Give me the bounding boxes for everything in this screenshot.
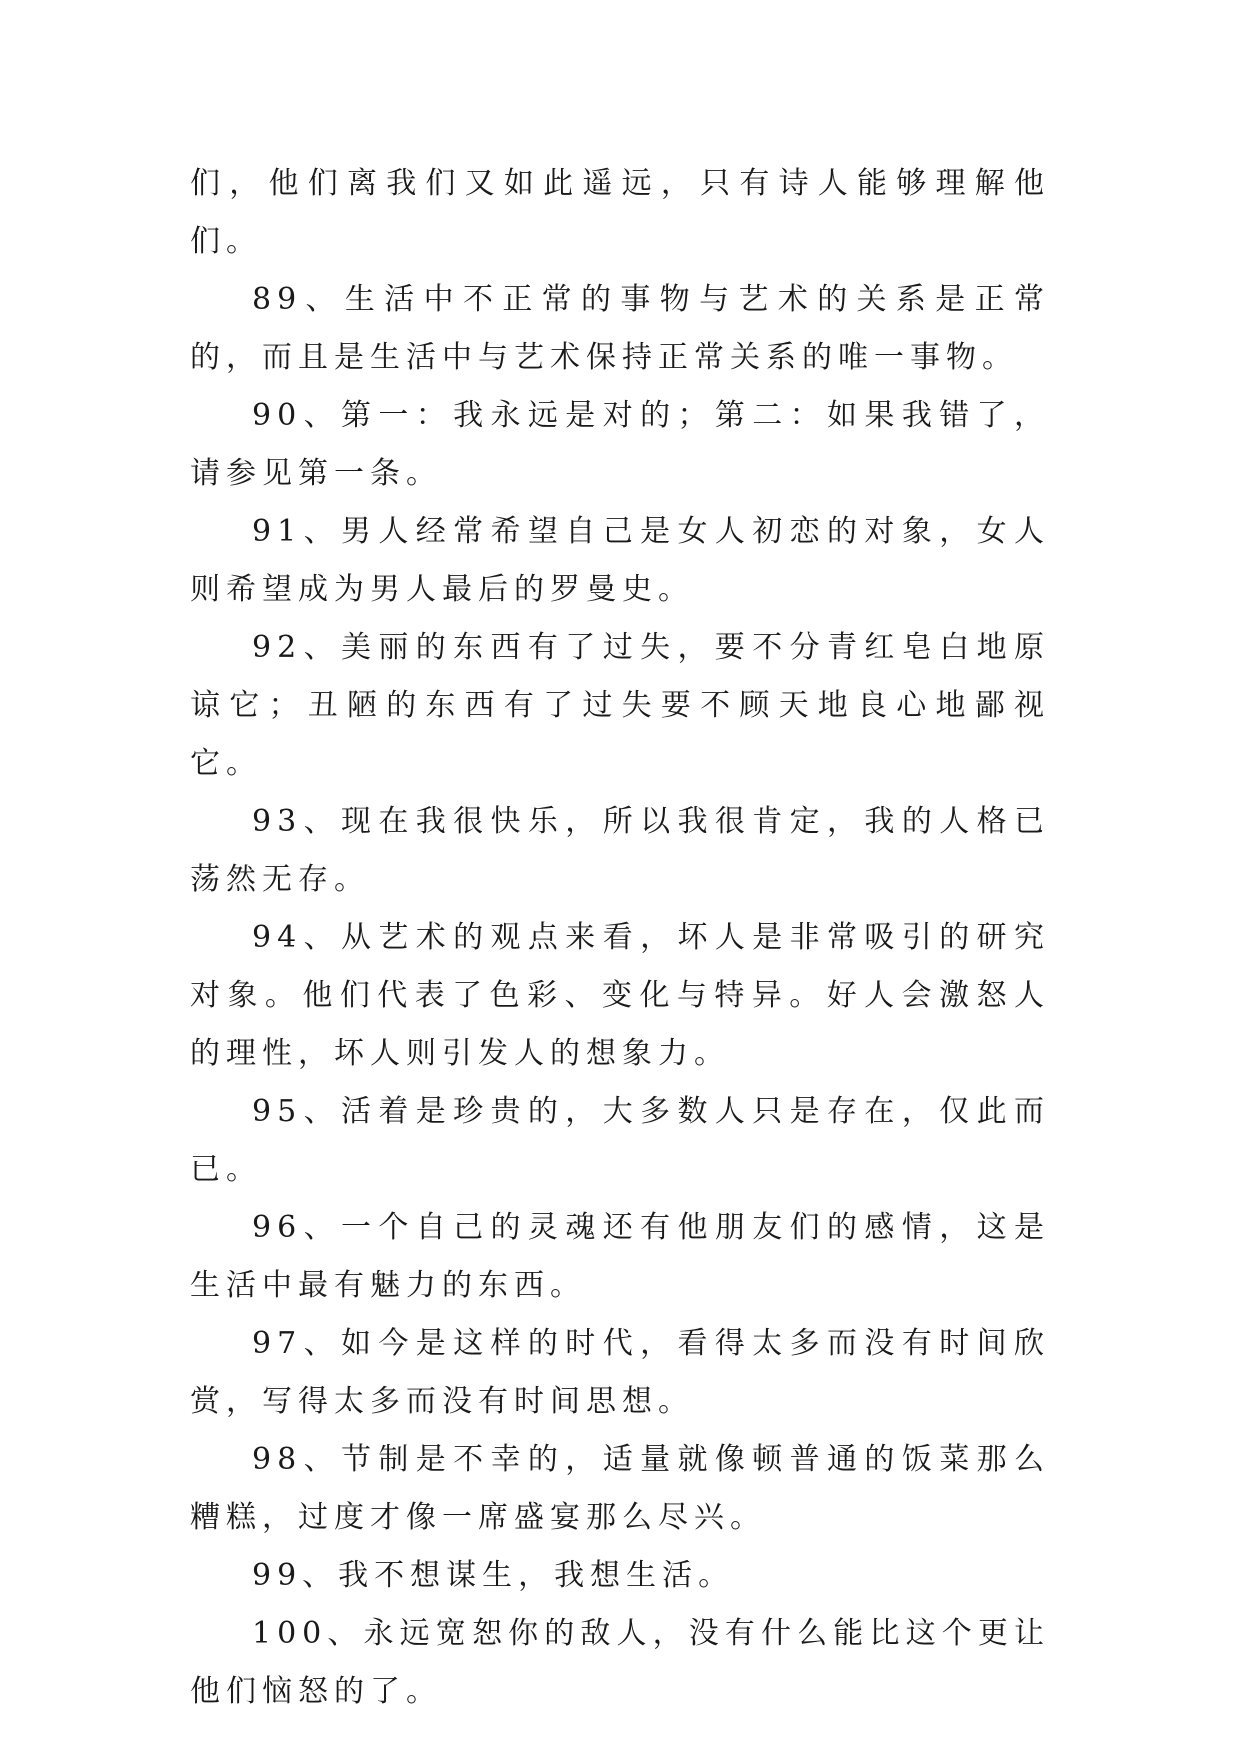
quote-100: 100、永远宽恕你的敌人，没有什么能比这个更让他们恼怒的了。 [190,1616,1050,1709]
quote-98: 98、节制是不幸的，适量就像顿普通的饭菜那么糟糕，过度才像一席盛宴那么尽兴。 [190,1442,1050,1535]
document-body [190,155,1050,1721]
quote-89: 89、生活中不正常的事物与艺术的关系是正常的，而且是生活中与艺术保持正常关系的唯一事物。 [190,282,1050,375]
quote-94: 94、从艺术的观点来看，坏人是非常吸引的研究对象。他们代表了色彩、变化与特异。好人会激怒人的理性，坏人则引发人的想象力。 [190,920,1050,1071]
quote-97: 97、如今是这样的时代，看得太多而没有时间欣赏，写得太多而没有时间思想。 [190,1326,1050,1419]
quote-90: 90、第一：我永远是对的；第二：如果我错了，请参见第一条。 [190,398,1050,491]
paragraph-continuation: 们，他们离我们又如此遥远，只有诗人能够理解他们。 [190,166,1050,259]
quote-92: 92、美丽的东西有了过失，要不分青红皂白地原谅它；丑陋的东西有了过失要不顾天地良心地鄙视它。 [190,630,1050,781]
quote-96: 96、一个自己的灵魂还有他朋友们的感情，这是生活中最有魅力的东西。 [190,1210,1050,1303]
quote-95: 95、活着是珍贵的，大多数人只是存在，仅此而已。 [190,1094,1050,1187]
quote-99: 99、我不想谋生，我想生活。 [252,1558,735,1593]
quote-93: 93、现在我很快乐，所以我很肯定，我的人格已荡然无存。 [190,804,1050,897]
quote-91: 91、男人经常希望自己是女人初恋的对象，女人则希望成为男人最后的罗曼史。 [190,514,1050,607]
